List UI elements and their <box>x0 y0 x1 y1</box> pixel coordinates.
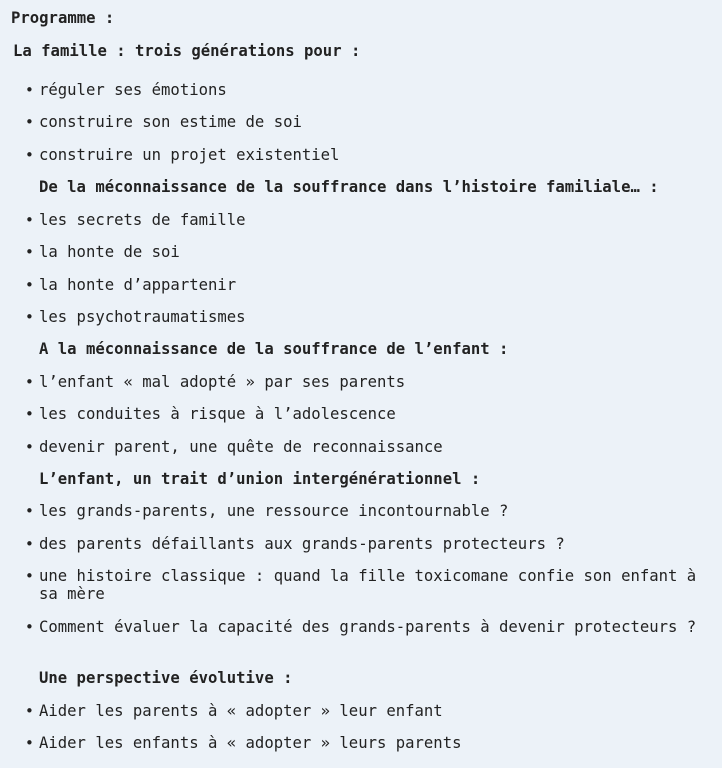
list-item <box>25 502 715 520</box>
section-heading: La famille : trois générations pour : <box>13 42 361 60</box>
list-item-text: réguler ses émotions <box>39 81 227 99</box>
list-item-text: la honte de soi <box>39 243 180 261</box>
section-heading: L’enfant, un trait d’union intergénérationnel : <box>39 470 481 488</box>
list-item-text: Aider les enfants à « adopter » leurs parents <box>39 734 462 752</box>
list-item <box>25 734 715 752</box>
list-item-text: devenir parent, une quête de reconnaissance <box>39 438 443 456</box>
list-item <box>25 81 715 99</box>
list-item-text: Comment évaluer la capacité des grands-parents à devenir protecteurs ? <box>39 618 697 636</box>
bullet-icon: • <box>25 618 34 636</box>
bullet-icon: • <box>25 211 34 229</box>
bullet-icon: • <box>25 146 34 164</box>
list-item-text: les conduites à risque à l’adolescence <box>39 405 396 423</box>
bullet-icon: • <box>25 81 34 99</box>
list-item <box>25 113 715 131</box>
list-item-text: les grands-parents, une ressource incontournable ? <box>39 502 509 520</box>
section-heading: Une perspective évolutive : <box>39 669 293 687</box>
list-item <box>25 535 715 553</box>
bullet-icon: • <box>25 276 34 294</box>
list-item <box>25 243 715 261</box>
list-item <box>25 308 715 326</box>
program-title: Programme : <box>11 9 115 27</box>
list-item-text: les secrets de famille <box>39 211 246 229</box>
bullet-icon: • <box>25 535 34 553</box>
bullet-icon: • <box>25 243 34 261</box>
list-item-text: les psychotraumatismes <box>39 308 246 326</box>
bullet-icon: • <box>25 502 34 520</box>
bullet-icon: • <box>25 373 34 391</box>
bullet-icon: • <box>25 113 34 131</box>
list-item-text: construire son estime de soi <box>39 113 302 131</box>
bullet-icon: • <box>25 734 34 752</box>
list-item-text: construire un projet existentiel <box>39 146 340 164</box>
list-item <box>25 276 715 294</box>
list-item-text: des parents défaillants aux grands-parents protecteurs ? <box>39 535 565 553</box>
bullet-icon: • <box>25 308 34 326</box>
list-item <box>25 438 715 456</box>
list-item <box>25 211 715 229</box>
list-item <box>25 373 715 391</box>
bullet-icon: • <box>25 438 34 456</box>
section-heading: A la méconnaissance de la souffrance de l’enfant : <box>39 340 509 358</box>
bullet-icon: • <box>25 567 34 585</box>
list-item-text: Aider les parents à « adopter » leur enfant <box>39 702 443 720</box>
list-item <box>25 618 715 636</box>
bullet-icon: • <box>25 702 34 720</box>
list-item-text: l’enfant « mal adopté » par ses parents <box>39 373 406 391</box>
list-item-text: la honte d’appartenir <box>39 276 237 294</box>
section-heading: De la méconnaissance de la souffrance dans l’histoire familiale… : <box>39 178 659 196</box>
list-item <box>25 405 715 423</box>
list-item <box>25 702 715 720</box>
list-item <box>25 146 715 164</box>
list-item-text: une histoire classique : quand la fille toxicomane confie son enfant à sa mère <box>39 567 706 603</box>
list-item <box>25 567 715 603</box>
bullet-icon: • <box>25 405 34 423</box>
